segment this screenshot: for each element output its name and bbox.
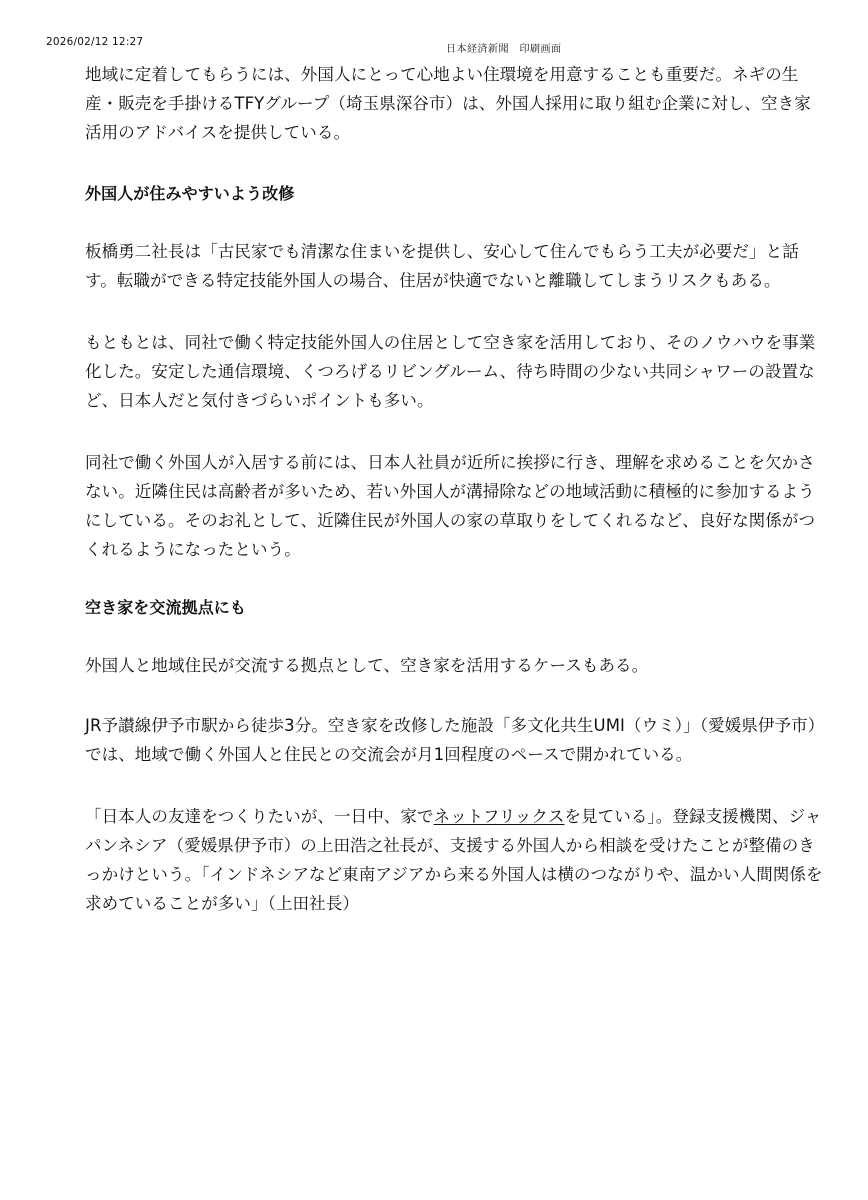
- netflix-link[interactable]: ネットフリックス: [433, 807, 565, 826]
- paragraph-neighbors: 同社で働く外国人が入居する前には、日本人社員が近所に挨拶に行き、理解を求めることを欠かさない。近隣住民は高齢者が多いため、若い外国人が溝掃除などの地域活動に積極的に参加するようにしている。そのお礼として、近隣住民が外国人の家の草取りをしてくれるなど、良好な関係がつくれるようになったという。: [85, 453, 816, 559]
- paragraph-text-after-link: を見ている」。登録支援機関、ジャパンネシア（愛媛県伊予市）の上田浩之社長が、支援する外国人から相談を受けたことが整備のきっかけという。「インドネシアなど東南アジアから来る外国人は横のつながりや、温かい人間関係を求めていることが多い」（上田社長）: [85, 807, 823, 913]
- paragraph-text-before-link: 「日本人の友達をつくりたいが、一日中、家で: [85, 807, 434, 826]
- paragraph-know-how: もともとは、同社で働く特定技能外国人の住居として空き家を活用しており、そのノウハウを事業化した。安定した通信環境、くつろげるリビングルーム、待ち時間の少ない共同シャワーの設置など、日本人だと気付きづらいポイントも多い。: [85, 333, 816, 410]
- section-heading-exchange-hub: 空き家を交流拠点にも: [85, 598, 247, 617]
- print-source-label: 日本経済新聞 印刷画面: [446, 44, 562, 55]
- paragraph-president-quote: 板橋勇二社長は「古民家でも清潔な住まいを提供し、安心して住んでもらう工夫が必要だ」と話す。転職ができる特定技能外国人の場合、住居が快適でないと離職してしまうリスクもある。: [85, 242, 799, 290]
- print-timestamp: 2026/02/12 12:27: [46, 36, 144, 48]
- print-header: [0, 36, 868, 55]
- article-body: [85, 60, 825, 951]
- paragraph-umi-facility: JR予讃線伊予市駅から徒歩3分。空き家を改修した施設「多文化共生UMI（ウミ）」（愛媛県伊予市）では、地域で働く外国人と住民との交流会が月1回程度のペースで開かれている。: [85, 716, 825, 764]
- paragraph-japannesia: [85, 802, 825, 918]
- section-heading-renovation: 外国人が住みやすいよう改修: [85, 184, 295, 203]
- paragraph-intro: 地域に定着してもらうには、外国人にとって心地よい住環境を用意することも重要だ。ネギの生産・販売を手掛けるTFYグループ（埼玉県深谷市）は、外国人採用に取り組む企業に対し、空き家活用のアドバイスを提供している。: [85, 65, 811, 142]
- paragraph-exchange-cases: 外国人と地域住民が交流する拠点として、空き家を活用するケースもある。: [85, 656, 649, 675]
